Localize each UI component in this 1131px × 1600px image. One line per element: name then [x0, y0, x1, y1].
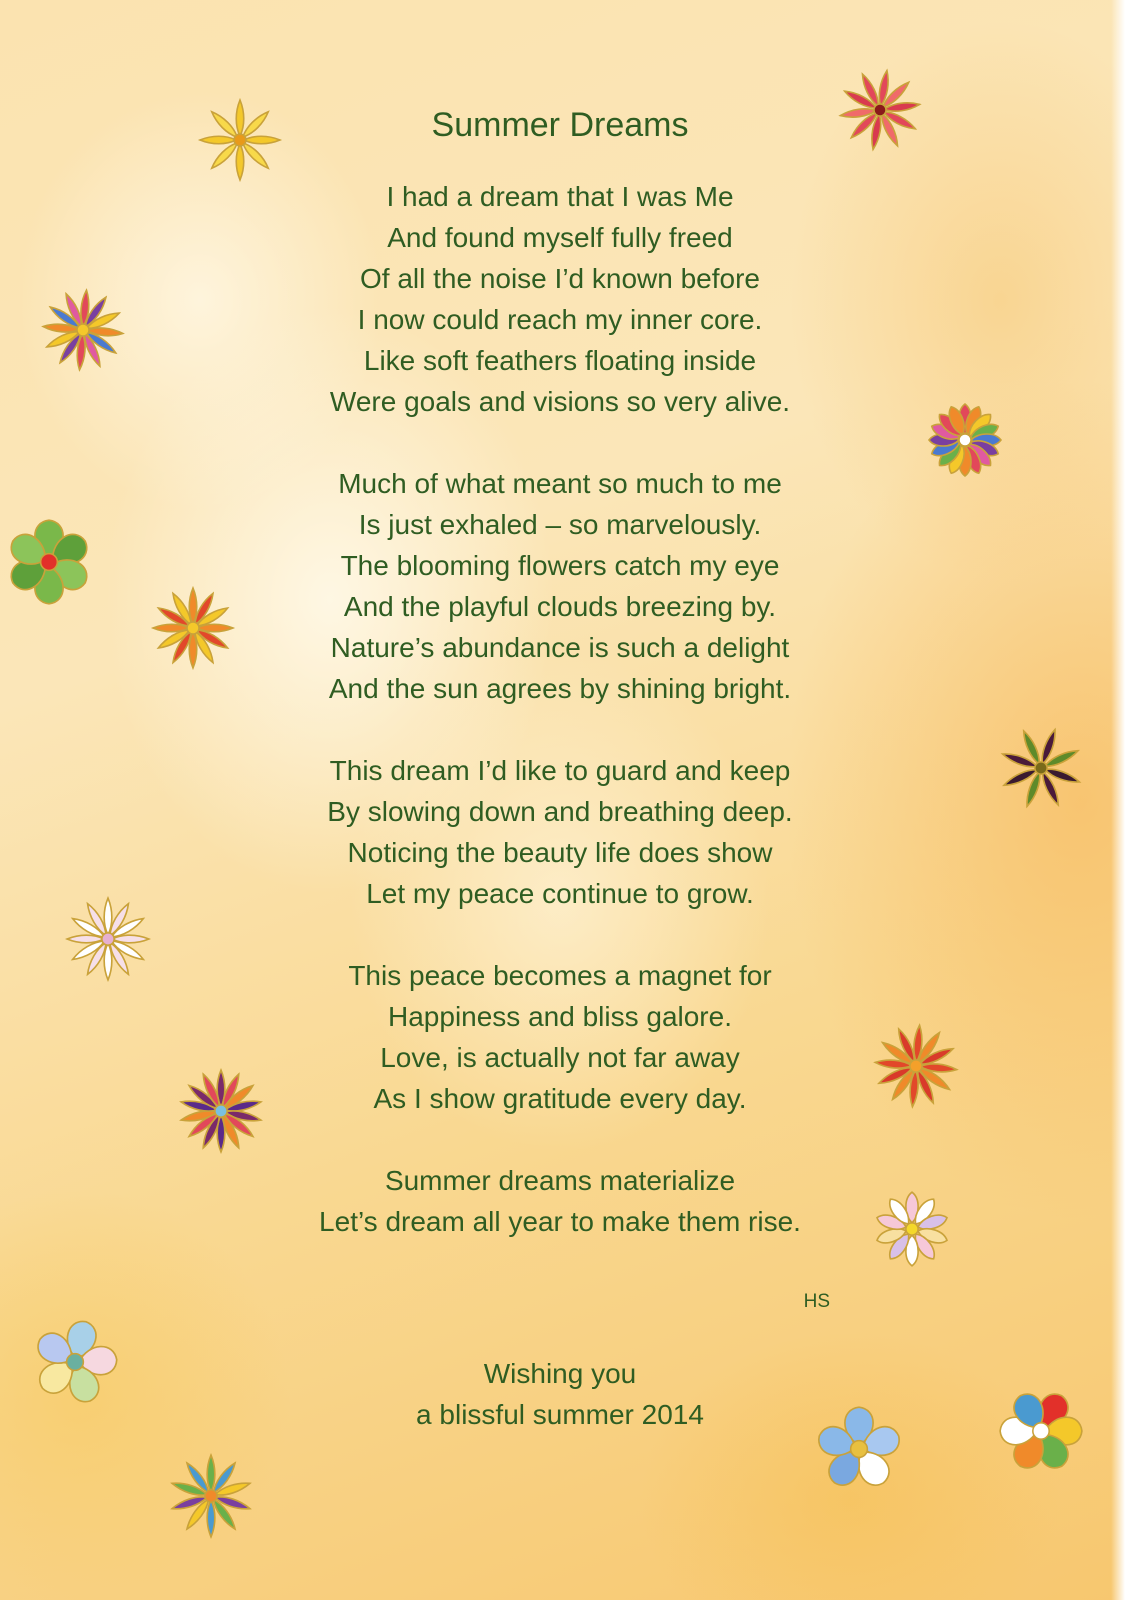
poem-title: Summer Dreams [431, 106, 689, 144]
poem-line: This peace becomes a magnet for [348, 960, 772, 991]
poem-line: Summer dreams materialize [384, 1165, 736, 1196]
stanza-3 [260, 750, 860, 914]
greeting-line: Wishing you [483, 1358, 637, 1389]
poem-line: This dream I’d like to guard and keep [329, 755, 791, 786]
rainbow-flower-icon [920, 395, 1010, 485]
stanza-5 [260, 1160, 860, 1242]
poem-line: Like soft feathers floating inside [363, 345, 757, 376]
orange-star-flower-icon [148, 583, 238, 673]
multicolor-pinwheel-flower-icon [995, 1385, 1087, 1477]
greeting [260, 1353, 860, 1435]
green-blue-star-flower-icon [165, 1450, 257, 1542]
poem-line: Is just exhaled – so marvelously. [358, 509, 762, 540]
signature: HS [803, 1291, 830, 1312]
poem-line: And found myself fully freed [387, 222, 733, 253]
poem-line: As I show gratitude every day. [373, 1083, 747, 1114]
stanza-2 [260, 463, 860, 709]
poem-line: I had a dream that I was Me [386, 181, 734, 212]
greeting-line: a blissful summer 2014 [416, 1399, 704, 1430]
stanza-1 [260, 176, 860, 422]
poem-line: I now could reach my inner core. [357, 304, 763, 335]
stanza-4 [260, 955, 860, 1119]
green-round-flower-icon [2, 515, 96, 609]
purple-daisy-flower-icon [175, 1065, 267, 1157]
poem-line: Of all the noise I’d known before [359, 263, 760, 294]
poem-line: Love, is actually not far away [380, 1042, 740, 1073]
pastel-blossom-flower-icon [28, 1315, 122, 1409]
poem-line: Nature’s abundance is such a delight [330, 632, 790, 663]
poem-line: Happiness and bliss galore. [388, 1001, 732, 1032]
multicolor-daisy-flower-icon [38, 285, 128, 375]
poem-line: Much of what meant so much to me [338, 468, 782, 499]
red-orange-star-flower-icon [870, 1020, 962, 1112]
poem-line: Were goals and visions so very alive. [329, 386, 791, 417]
poem-line: By slowing down and breathing deep. [327, 796, 793, 827]
poem-line: Let’s dream all year to make them rise. [319, 1206, 801, 1237]
pink-white-star-flower-icon [62, 893, 154, 985]
poem [260, 100, 860, 1283]
poem-line: And the sun agrees by shining bright. [328, 673, 792, 704]
poem-line: Let my peace continue to grow. [366, 878, 754, 909]
pastel-flower-icon [866, 1183, 958, 1275]
dark-green-star-flower-icon [995, 722, 1087, 814]
poem-line: The blooming flowers catch my eye [340, 550, 780, 581]
poem-line: Noticing the beauty life does show [347, 837, 773, 868]
poem-line: And the playful clouds breezing by. [343, 591, 777, 622]
